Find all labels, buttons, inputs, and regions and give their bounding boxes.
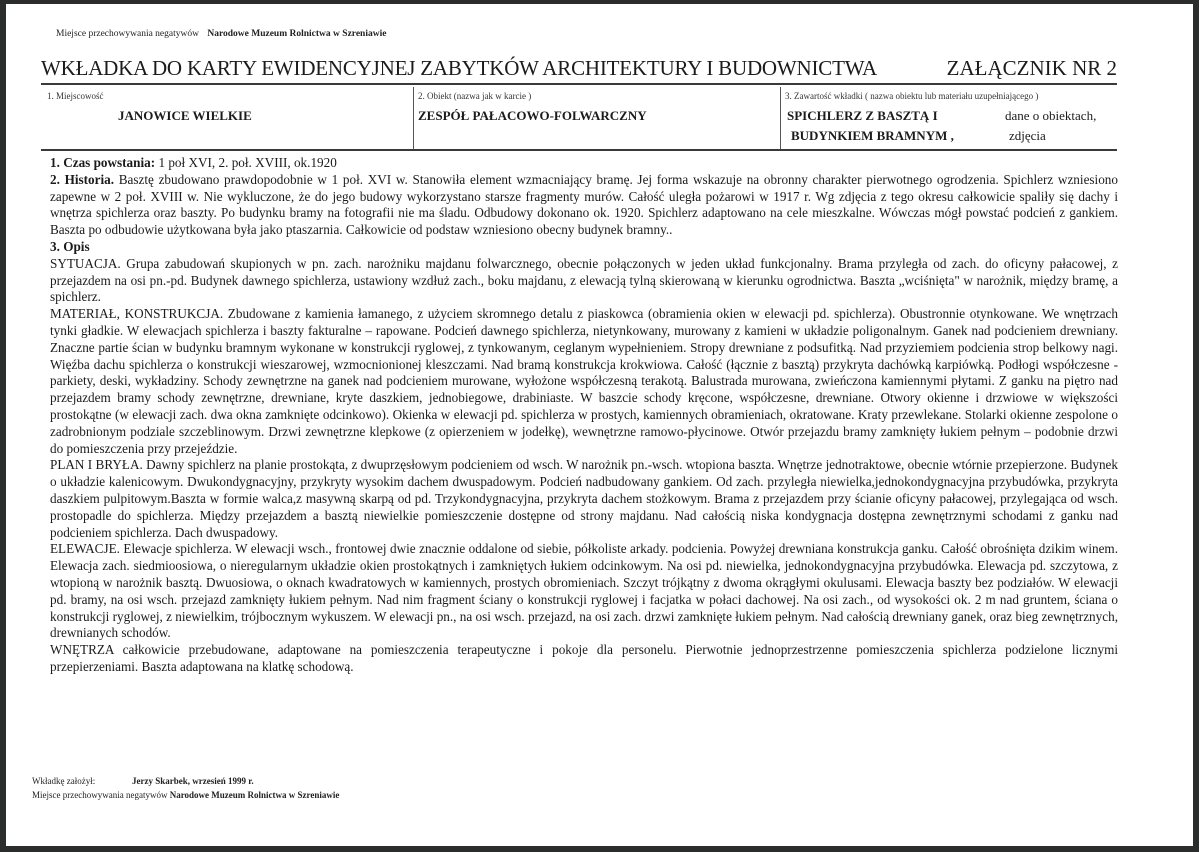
material-construction-paragraph: MATERIAŁ, KONSTRUKCJA. Zbudowane z kamienia łamanego, z użyciem skromnego detalu z piaskowca (obramienia okien w elewacji pd. spichlerza). Obustronnie otynkowane. We wnętrzach tynki gładkie. W elewacjach spichlerza i baszty fakturalne – rapowane. Podcień dawnego spichlerza, nietynkowany, murowany z kamieni w układzie poligonalnym. Ganek nad podcieniem drewniany. Znaczne partie ścian w budynku bramnym wykonane w konstrukcji ryglowej, z tynkowanym, ceglanym wypełnieniem. Stropy drewniane z podsufitką. Nad przyziemiem podcienia strop belkowy nagi. Więźba dachu spichlerza o konstrukcji wieszarowej, wzmocnionionej kleszczami. Nad bramą konstrukcja krokwiowa. Całość (łącznie z basztą) przykryta dachówką karpiówką. Podłogi współczesne - parkiety, deski, wykładziny. Schody zewnętrzne na ganek nad podcieniem murowane, wyłożone współczesną terakotą. Balustrada murowana, zwieńczona kamiennymi płytami. Z ganku na piętro nad przejazdem bramy schody zewnętrzne, drewniane, kryte daszkiem, jednobiegowe, drabiniaste. W baszcie schody kręcone, współczesne, drewniane. Otwory okienne i drzwiowe w większości prostokątne (w elewacji zach. dwa okna zamknięte odcinkowo). Okienka w elewacji pd. spichlerza w prostych, kamiennych obramieniach, okratowane. Kraty przewlekane. Stolarki okienne zespolone o zadrobnionym podziale szczeblinowym. Drzwi zewnętrzne klepkowe (z opierzeniem w jodełkę), wewnętrzne ramowo-płycinowe. Otwór przejazdu bramy zamknięty łukiem pełnym – podobnie drzwi do pomieszczenia przy przejeździe. xyxy=(50,306,1118,456)
footer-negatives-label: Miejsce przechowywania negatywów xyxy=(32,790,168,800)
plan-and-massing-paragraph: PLAN I BRYŁA. Dawny spichlerz na planie prostokąta, z dwuprzęsłowym podcieniem od wsch. W narożnik pn.-wsch. wtopiona baszta. Wnętrze jednotraktowe, obecnie wtórnie przepierzone. Budynek o układzie kalenicowym. Dwukondygnacyjny, przykryty wysokim dachem dwuspadowym. Podcień nadbudowany gankiem. Od zach. przyległa niewielka,jednokondygnacyjna przybudówka, przykryta daszkiem pulpitowym.Baszta w formie walca,z masywną skarpą od pd. Trzykondygnacyjna, przykryta dachem stożkowym. Brama z przejazdem przy ścianie oficyny pałacowej, przylegająca od wsch. prostopadle do spichlerza. Między przejazdem a basztą niewielkie pomieszczenie dostępne od strony majdanu. Nad całością niska kondygnacja dostępna zewnętrznymi schodami z ganku nad podcieniem spichlerza. Dach dwuspadowy. xyxy=(50,457,1118,540)
negatives-label: Miejsce przechowywania negatywów xyxy=(56,29,199,39)
title-row xyxy=(41,56,1117,84)
contents-note-line2: zdjęcia xyxy=(1009,128,1046,143)
document-body xyxy=(50,155,1118,676)
elevations-paragraph: ELEWACJE. Elewacje spichlerza. W elewacji wsch., frontowej dwie znacznie oddalone od siebie, półkoliste arkady. podcienia. Powyżej drewniana konstrukcja ganku. Całość obrośnięta dzikim winem. Elewacja zach. siedmioosiowa, o nieregularnym układzie okien prostokątnych i zamkniętych łukiem odcinkowym. Na osi pd. niewielka, jednokondygnacyjna przybudówka. Elewacja pd. szczytowa, z wtopioną w narożnik basztą. Dwuosiowa, o oknach kwadratowych w kamiennych, prostych obromieniach. Szczyt trójkątny z dwoma okrągłymi okulusami. Elewacja baszty bez podziałów. W elewacji pd. bramy, na osi wsch. przejazd zamknięty łukiem pełnym. Nad nim fragment ściany o konstrukcji ryglowej i facjatka w połaci dachowej. Na osi zach., od wysokości ok. 2 m nad gruntem, ściana o konstrukcji ryglowej, z niewielkim, trójbocznym wykuszem. W elewacji pn., na osi wsch. przejazd, na osi zach. drzwi zamknięte łukiem pełnym. Nad całością drewniany ganek, oraz bieg zewnętrznych, drewnianych schodów. xyxy=(50,541,1118,641)
creation-time-value: 1 poł XVI, 2. poł. XVIII, ok.1920 xyxy=(155,155,337,170)
negatives-storage-note xyxy=(56,29,386,39)
contents-cell xyxy=(781,87,1117,149)
situation-paragraph: SYTUACJA. Grupa zabudowań skupionych w pn. zach. narożniku majdanu folwarcznego, obecnie połączonych w jeden układ funkcjonalny. Brama przyległa od zach. do oficyny pałacowej, z przejazdem na osi pn.-pd. Budynek dawnego spichlerza, ustawiony wzdłuż zach., boku majdanu, z elewacją tylną skierowaną w kierunku ogrodnictwa. Baszta „wciśnięta" w narożnik, między bramę, a spichlerz. xyxy=(50,255,1118,305)
history-section xyxy=(50,172,1118,239)
locality-value: JANOWICE WIELKIE xyxy=(118,108,252,123)
document-page xyxy=(6,4,1193,846)
header-bottom-rule xyxy=(41,149,1117,151)
locality-cell xyxy=(41,87,411,149)
contents-note-line1: dane o obiektach, xyxy=(1005,108,1097,123)
contents-value-line2: BUDYNKIEM BRAMNYM , xyxy=(791,128,954,143)
author-value: Jerzy Skarbek, wrzesień 1999 r. xyxy=(132,776,254,786)
contents-label: 3. Zawartość wkładki ( nazwa obiektu lub materiału uzupełniającego ) xyxy=(785,91,1039,101)
author-label: Wkładkę założył: xyxy=(32,776,96,786)
document-title: WKŁADKA DO KARTY EWIDENCYJNEJ ZABYTKÓW ARCHITEKTURY I BUDOWNICTWA xyxy=(41,56,877,80)
locality-label: 1. Miejscowość xyxy=(47,91,104,101)
negatives-location: Narodowe Muzeum Rolnictwa w Szreniawie xyxy=(207,29,387,39)
author-line xyxy=(32,774,339,788)
object-label: 2. Obiekt (nazwa jak w karcie ) xyxy=(418,91,532,101)
description-heading: 3. Opis xyxy=(50,238,90,254)
interiors-paragraph: WNĘTRZA całkowicie przebudowane, adaptowane na pomieszczenia terapeutyczne i pokoje dla personelu. Pierwotnie jednoprzestrzenne pomieszczenia spichlerza podzielone licznymi przepierzeniami. Baszta adaptowana na klatkę schodową. xyxy=(50,642,1118,674)
footer-negatives-location: Narodowe Muzeum Rolnictwa w Szreniawie xyxy=(169,790,340,800)
footer-notes xyxy=(32,774,339,802)
annex-number: ZAŁĄCZNIK NR 2 xyxy=(946,56,1117,80)
object-cell xyxy=(414,87,779,149)
creation-time-label: 1. Czas powstania: xyxy=(50,155,156,170)
header-fields-table xyxy=(41,87,1117,149)
creation-time xyxy=(50,155,1118,172)
footer-negatives-line xyxy=(32,788,339,802)
history-text: Basztę zbudowano prawdopodobnie w 1 poł. XVI w. Stanowiła element wzmacniający bramę. Jej forma wskazuje na obronny charakter pierwotnego ogrodzenia. Spichlerz wzniesiono zapewne w 2 poł. XVIII w. Nie wykluczone, że do jego budowy wykorzystano starsze fragmenty murów. Całość uległa pożarowi w 1917 r. Wg zdjęcia z tego okresu całkowicie spaliły się dachy i wnętrza spichlerza oraz baszty. Po budynku bramy na fotografii nie ma śladu. Odbudowy dokonano ok. 1920. Spichlerz adaptowano na cele mieszkalne. Wówczas mógł powstać podcień z gankiem. Baszta po odbudowie użytkowana była jako ptaszarnia. Całkowicie od podstaw wzniesiono obecny budynek bramny.. xyxy=(50,171,1118,238)
history-label: 2. Historia. xyxy=(50,171,115,187)
top-rule xyxy=(41,83,1117,85)
object-value: ZESPÓŁ PAŁACOWO-FOLWARCZNY xyxy=(418,108,647,123)
contents-value-line1: SPICHLERZ Z BASZTĄ I xyxy=(787,108,938,123)
